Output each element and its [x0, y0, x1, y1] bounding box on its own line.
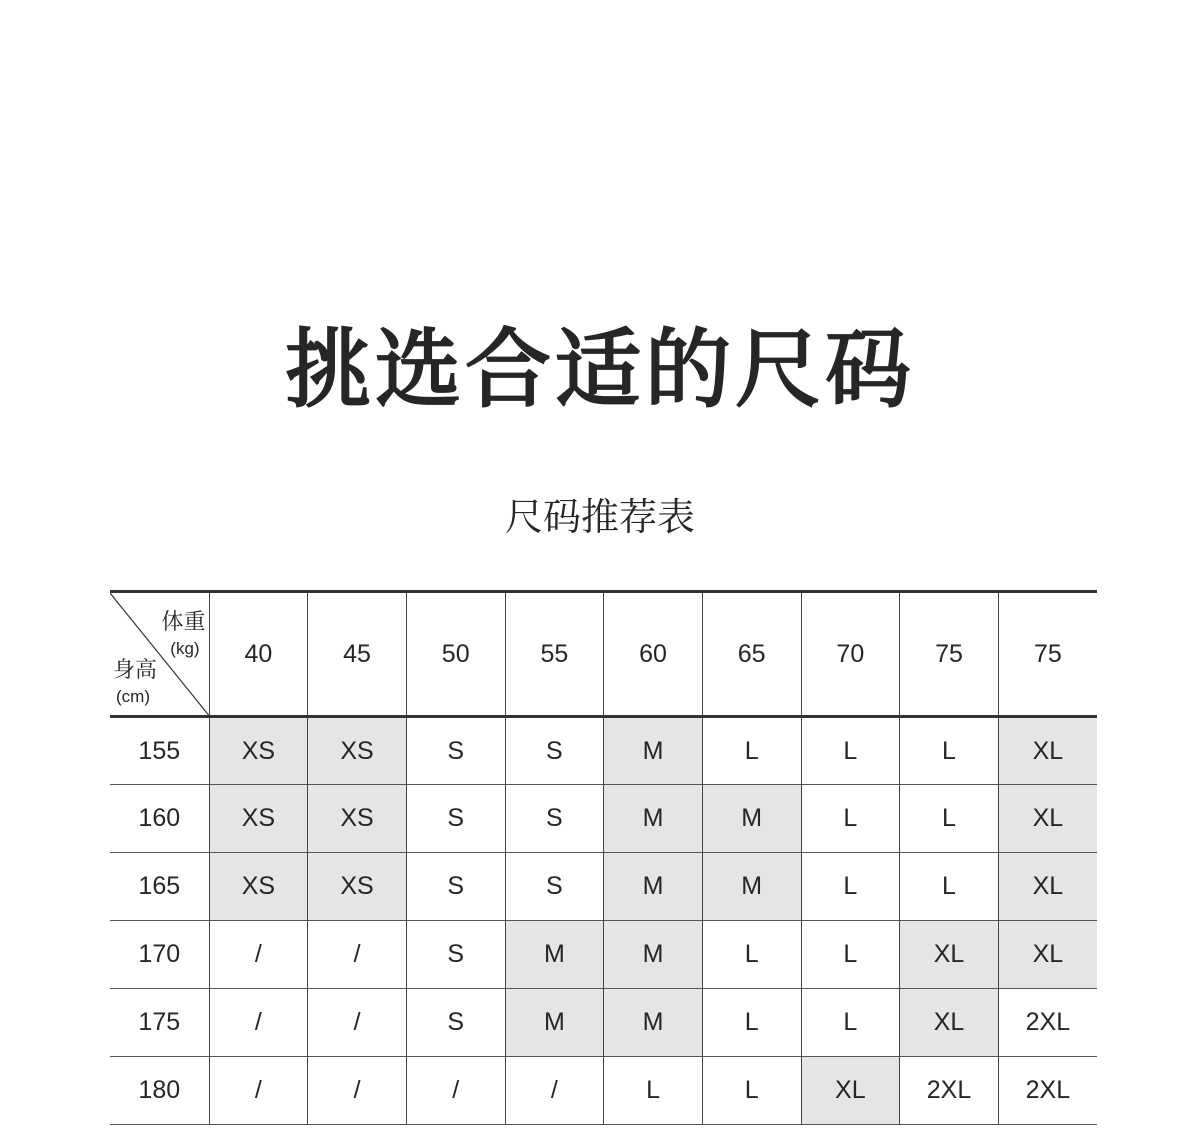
size-cell: XS	[209, 785, 308, 853]
size-cell: S	[406, 717, 505, 785]
header-row	[110, 592, 1097, 717]
size-cell: /	[505, 1057, 604, 1125]
table-row	[110, 921, 1097, 989]
size-cell: XS	[308, 853, 407, 921]
weight-unit: (kg)	[170, 639, 200, 658]
size-cell: XS	[308, 717, 407, 785]
weight-header: 50	[406, 592, 505, 717]
size-cell: S	[406, 989, 505, 1057]
size-cell: L	[801, 785, 900, 853]
size-cell: M	[505, 989, 604, 1057]
size-cell: L	[702, 717, 801, 785]
size-cell: /	[209, 989, 308, 1057]
size-cell: XL	[900, 989, 999, 1057]
weight-header: 65	[702, 592, 801, 717]
height-cell: 165	[138, 872, 181, 900]
size-cell: XS	[308, 785, 407, 853]
size-cell: M	[702, 785, 801, 853]
size-cell: S	[406, 785, 505, 853]
size-cell: M	[702, 853, 801, 921]
size-cell: 2XL	[998, 989, 1097, 1057]
size-cell: /	[209, 921, 308, 989]
size-cell: XS	[209, 853, 308, 921]
size-cell: S	[505, 717, 604, 785]
weight-header: 70	[801, 592, 900, 717]
height-cell: 155	[138, 736, 181, 765]
height-cell: 160	[138, 804, 181, 832]
size-cell: M	[604, 717, 703, 785]
size-cell: L	[900, 717, 999, 785]
table-row	[110, 1057, 1097, 1125]
size-cell: S	[505, 853, 604, 921]
size-cell: S	[406, 853, 505, 921]
size-cell: M	[604, 989, 703, 1057]
height-cell: 180	[138, 1076, 181, 1104]
height-cell: 170	[138, 940, 181, 968]
weight-label: 体重	[161, 610, 206, 635]
size-cell: L	[702, 1057, 801, 1125]
size-recommendation-table	[110, 590, 1097, 1125]
size-cell: L	[900, 785, 999, 853]
size-cell: XS	[209, 717, 308, 785]
size-cell: L	[900, 853, 999, 921]
size-cell: XL	[998, 853, 1097, 921]
corner-header-cell	[110, 592, 209, 717]
size-cell: 2XL	[998, 1057, 1097, 1125]
size-cell: XL	[801, 1057, 900, 1125]
size-cell: XL	[998, 785, 1097, 853]
height-label: 身高	[113, 658, 158, 683]
size-cell: L	[604, 1057, 703, 1125]
weight-header: 75	[998, 592, 1097, 717]
size-cell: XL	[998, 717, 1097, 785]
table-row	[110, 989, 1097, 1057]
size-cell: L	[801, 717, 900, 785]
weight-header: 40	[209, 592, 308, 717]
table-title: 尺码推荐表	[504, 495, 695, 539]
weight-header: 60	[604, 592, 703, 717]
size-cell: S	[505, 785, 604, 853]
size-cell: M	[604, 921, 703, 989]
size-cell: M	[604, 785, 703, 853]
size-cell: XL	[998, 921, 1097, 989]
size-cell: /	[406, 1057, 505, 1125]
size-cell: L	[702, 989, 801, 1057]
page-title: 挑选合适的尺码	[285, 319, 915, 420]
size-cell: L	[801, 921, 900, 989]
weight-header: 55	[505, 592, 604, 717]
table-row	[110, 785, 1097, 853]
size-cell: /	[209, 1057, 308, 1125]
weight-header: 45	[308, 592, 407, 717]
size-cell: L	[702, 921, 801, 989]
size-cell: L	[801, 853, 900, 921]
size-cell: XL	[900, 921, 999, 989]
size-cell: /	[308, 1057, 407, 1125]
size-cell: M	[604, 853, 703, 921]
height-unit: (cm)	[116, 687, 150, 706]
size-cell: S	[406, 921, 505, 989]
height-cell: 175	[138, 1008, 181, 1036]
size-cell: /	[308, 989, 407, 1057]
size-cell: 2XL	[900, 1057, 999, 1125]
table-row	[110, 717, 1097, 785]
table-row	[110, 853, 1097, 921]
size-cell: M	[505, 921, 604, 989]
weight-header: 75	[900, 592, 999, 717]
size-cell: /	[308, 921, 407, 989]
size-cell: L	[801, 989, 900, 1057]
